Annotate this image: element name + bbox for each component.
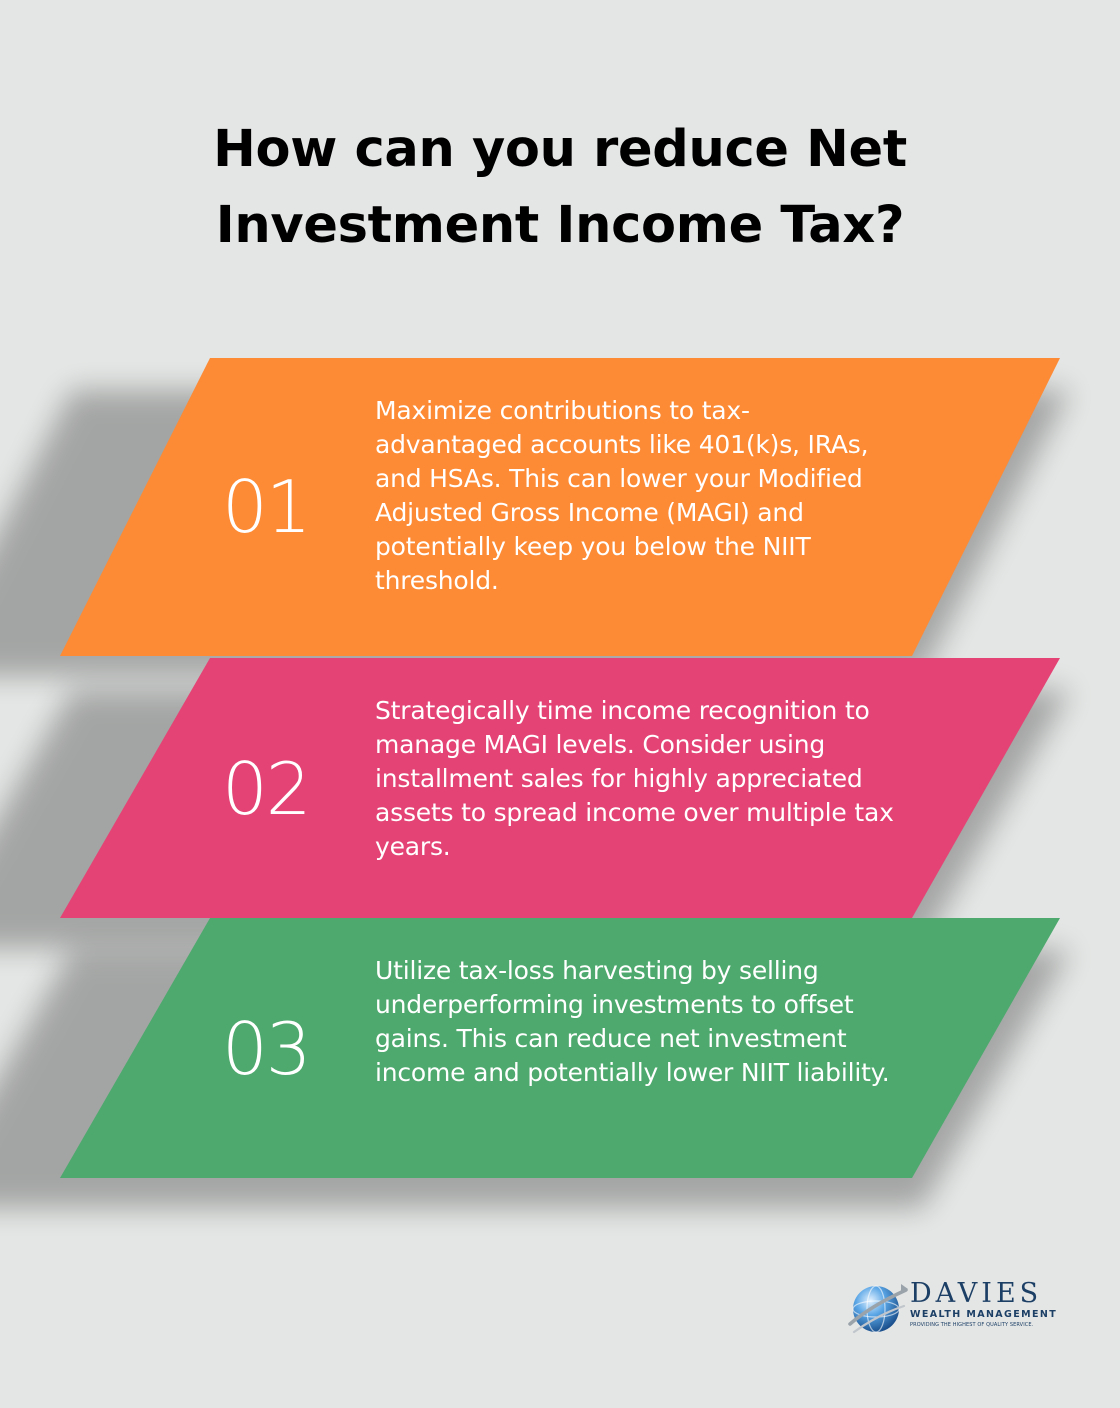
logo-subtitle: WEALTH MANAGEMENT xyxy=(910,1309,1058,1320)
step-number: 03 xyxy=(222,1007,310,1091)
step-number: 01 xyxy=(222,465,310,549)
page-title: How can you reduce Net Investment Income Tax? xyxy=(213,120,907,255)
step-description: Strategically time income recognition to manage MAGI levels. Consider using installment sales for highly appreciated assets to spread income over multiple tax years. xyxy=(375,696,894,861)
logo-name: DAVIES xyxy=(910,1278,1043,1309)
globe-icon xyxy=(846,1278,910,1342)
davies-logo xyxy=(846,1278,1066,1342)
logo-tagline: PROVIDING THE HIGHEST OF QUALITY SERVICE. xyxy=(910,1322,1034,1328)
step-description: Maximize contributions to tax-advantaged accounts like 401(k)s, IRAs, and HSAs. This can lower your Modified Adjusted Gross Income (MAGI) and potentially keep you below the NIIT threshold. xyxy=(375,396,869,595)
step-number: 02 xyxy=(222,747,310,831)
step-description: Utilize tax-loss harvesting by selling underperforming investments to offset gains. This can reduce net investment income and potentially lower NIIT liability. xyxy=(375,956,890,1087)
